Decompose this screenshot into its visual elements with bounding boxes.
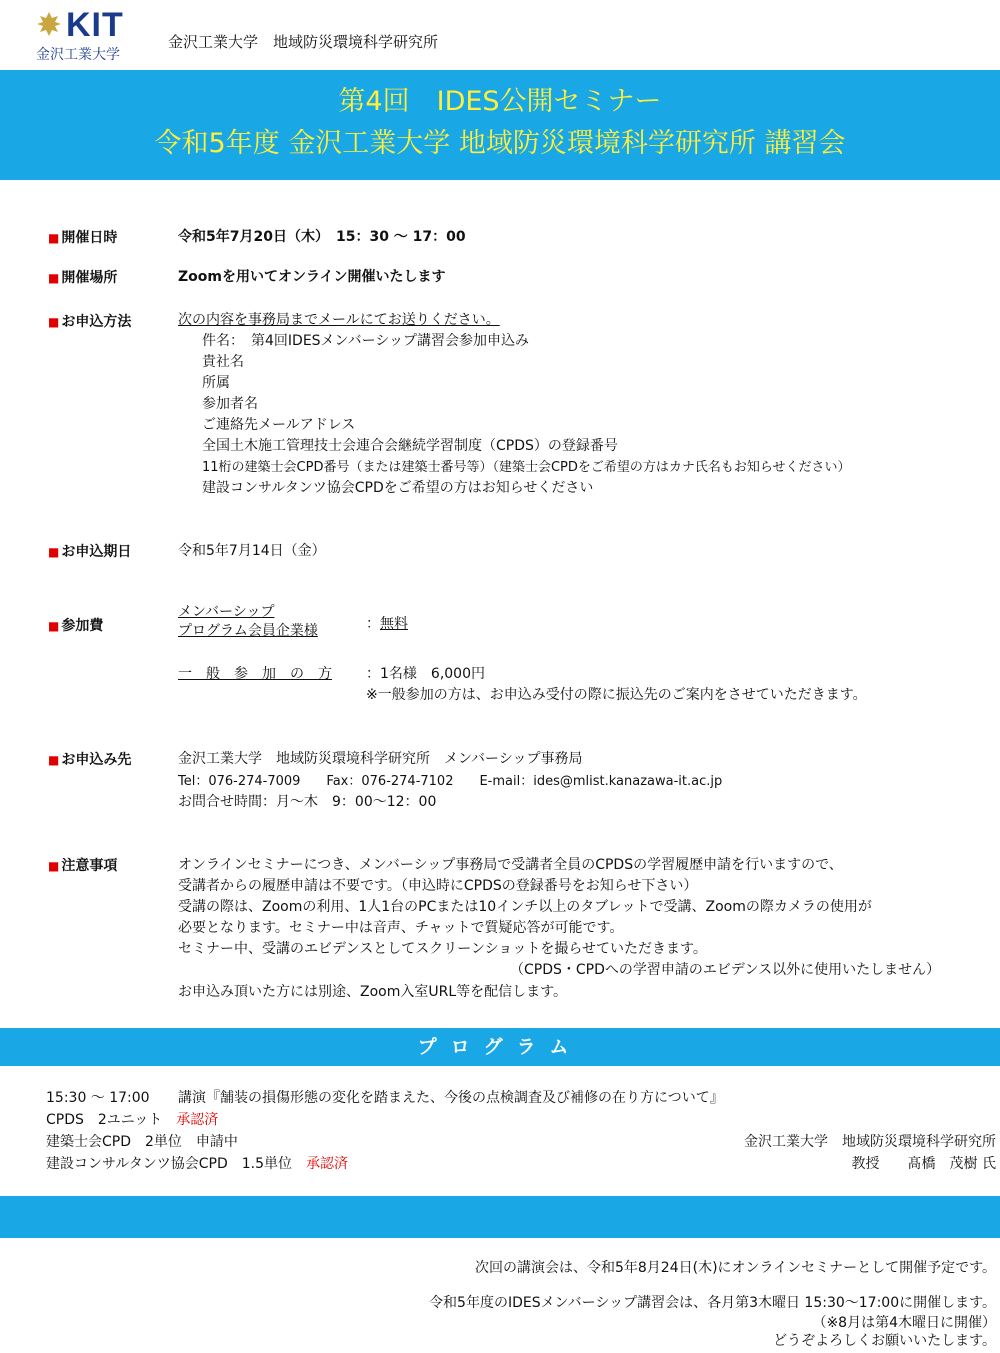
- deadline-value: 令和5年7月14日（金）: [178, 543, 326, 559]
- bullet-square-icon: ■: [48, 619, 60, 633]
- notes-line: 受講者からの履歴申請は不要です。（申込時にCPDSの登録番号をお知らせ下さい）: [178, 878, 698, 894]
- status-badge: 承認済: [176, 1112, 219, 1128]
- fee-free-text: 無料: [380, 616, 408, 632]
- bullet-square-icon: ■: [48, 753, 60, 767]
- apply-label: ■ お申込方法: [48, 314, 132, 330]
- notes-line: （CPDS・CPDへの学習申請のエビデンス以外に使用いたしません）: [510, 962, 941, 978]
- contact-label: ■ お申込み先: [48, 752, 132, 768]
- list-item: 全国土木施工管理技士会連合会継続学習制度（CPDS）の登録番号: [202, 438, 618, 454]
- notes-line: お申込み頂いた方には別途、Zoom入室URL等を配信します。: [178, 984, 568, 1000]
- date-value: 令和5年7月20日（木） 15：30 ～ 17：00: [178, 229, 466, 245]
- program-lecture: 講演『舗装の損傷形態の変化を踏まえた、今後の点検調査及び補修の在り方について』: [178, 1090, 724, 1106]
- list-item: 建設コンサルタンツ協会CPDをご希望の方はお知らせください: [202, 480, 594, 496]
- seminar-title: 第4回 IDES公開セミナー: [338, 86, 662, 117]
- title-banner: [0, 70, 1000, 180]
- bullet-square-icon: ■: [48, 271, 60, 285]
- fee-general-note: ※一般参加の方は、お申込み受付の際に振込先のご案内をさせていただきます。: [366, 687, 867, 703]
- bullet-square-icon: ■: [48, 231, 60, 245]
- venue-value: Zoomを用いてオンライン開催いたします: [178, 269, 446, 285]
- logo-text: KIT: [66, 6, 124, 44]
- status-badge: 承認済: [306, 1156, 349, 1172]
- footer-closing: どうぞよろしくお願いいたします。: [773, 1333, 996, 1349]
- fee-member-line1: メンバーシップ: [178, 604, 275, 620]
- fee-general-label: 一 般 参 加 の 方: [178, 666, 332, 682]
- list-item: 所属: [202, 375, 230, 391]
- program-consult-cpd: 建設コンサルタンツ協会CPD 1.5単位 承認済: [46, 1156, 349, 1172]
- notes-line: オンラインセミナーにつき、メンバーシップ事務局で受講者全員のCPDSの学習履歴申請を行いますので、: [178, 857, 843, 873]
- bullet-square-icon: ■: [48, 859, 60, 873]
- kit-emblem-icon: [36, 10, 62, 38]
- deadline-label: ■ お申込期日: [48, 544, 132, 560]
- date-label: ■ 開催日時: [48, 230, 118, 246]
- notes-line: セミナー中、受講のエビデンスとしてスクリーンショットを撮らせていただきます。: [178, 941, 707, 957]
- notes-label: ■ 注意事項: [48, 858, 118, 874]
- logo-subtitle: 金沢工業大学: [36, 47, 120, 63]
- list-item: 参加者名: [202, 396, 258, 412]
- program-arch-cpd: 建築士会CPD 2単位 申請中: [46, 1134, 238, 1150]
- program-cpds: CPDS 2ユニット 承認済: [46, 1112, 219, 1128]
- footer-schedule: 令和5年度のIDESメンバーシップ講習会は、各月第3木曜日 15:30～17:00に開催します。: [429, 1295, 996, 1311]
- fee-member-value: ：無料: [366, 616, 408, 632]
- footer-schedule-note: （※8月は第4木曜日に開催）: [812, 1315, 996, 1331]
- list-item: 11桁の建築士会CPD番号（または建築士番号等）（建築士会CPDをご希望の方はカナ氏名もお知らせください）: [202, 460, 851, 475]
- institute-name: 金沢工業大学 地域防災環境科学研究所: [168, 33, 439, 51]
- contact-phone-email: Tel：076-274-7009 Fax：076-274-7102 E-mail：ides@mlist.kanazawa-it.ac.jp: [178, 774, 723, 789]
- list-item: 貴社名: [202, 354, 244, 370]
- footer-next-seminar: 次回の講演会は、令和5年8月24日(木)にオンラインセミナーとして開催予定です。: [474, 1260, 996, 1276]
- program-title: プログラム: [417, 1036, 583, 1058]
- speaker-name: 教授 髙橋 茂樹 氏: [851, 1156, 996, 1172]
- apply-items: [202, 331, 851, 499]
- program-banner: [0, 1028, 1000, 1066]
- kit-logo: [36, 6, 148, 66]
- bullet-square-icon: ■: [48, 545, 60, 559]
- notes-line: 受講の際は、Zoomの利用、1人1台のPCまたは10インチ以上のタブレットで受講、Zoomの際カメラの使用が: [178, 899, 872, 915]
- contact-office: 金沢工業大学 地域防災環境科学研究所 メンバーシップ事務局: [178, 751, 583, 767]
- fee-general-value: ：1名様 6,000円: [366, 666, 485, 682]
- seminar-subtitle: 令和5年度 金沢工業大学 地域防災環境科学研究所 講習会: [154, 128, 846, 159]
- apply-intro: 次の内容を事務局までメールにてお送りください。: [178, 312, 500, 328]
- contact-hours: お問合せ時間：月～木 9：00～12：00: [178, 794, 437, 810]
- notes-line: 必要となります。セミナー中は音声、チャットで質疑応答が可能です。: [178, 920, 624, 936]
- list-item: 件名： 第4回IDESメンバーシップ講習会参加申込み: [202, 333, 530, 349]
- program-time: 15:30 ～ 17:00: [46, 1090, 150, 1106]
- speaker-org: 金沢工業大学 地域防災環境科学研究所: [744, 1134, 996, 1150]
- fee-member-line2: プログラム会員企業様: [178, 623, 318, 639]
- fee-label: ■ 参加費: [48, 618, 104, 634]
- bullet-square-icon: ■: [48, 315, 60, 329]
- bottom-banner: [0, 1196, 1000, 1238]
- list-item: ご連絡先メールアドレス: [202, 417, 356, 433]
- venue-label: ■ 開催場所: [48, 270, 118, 286]
